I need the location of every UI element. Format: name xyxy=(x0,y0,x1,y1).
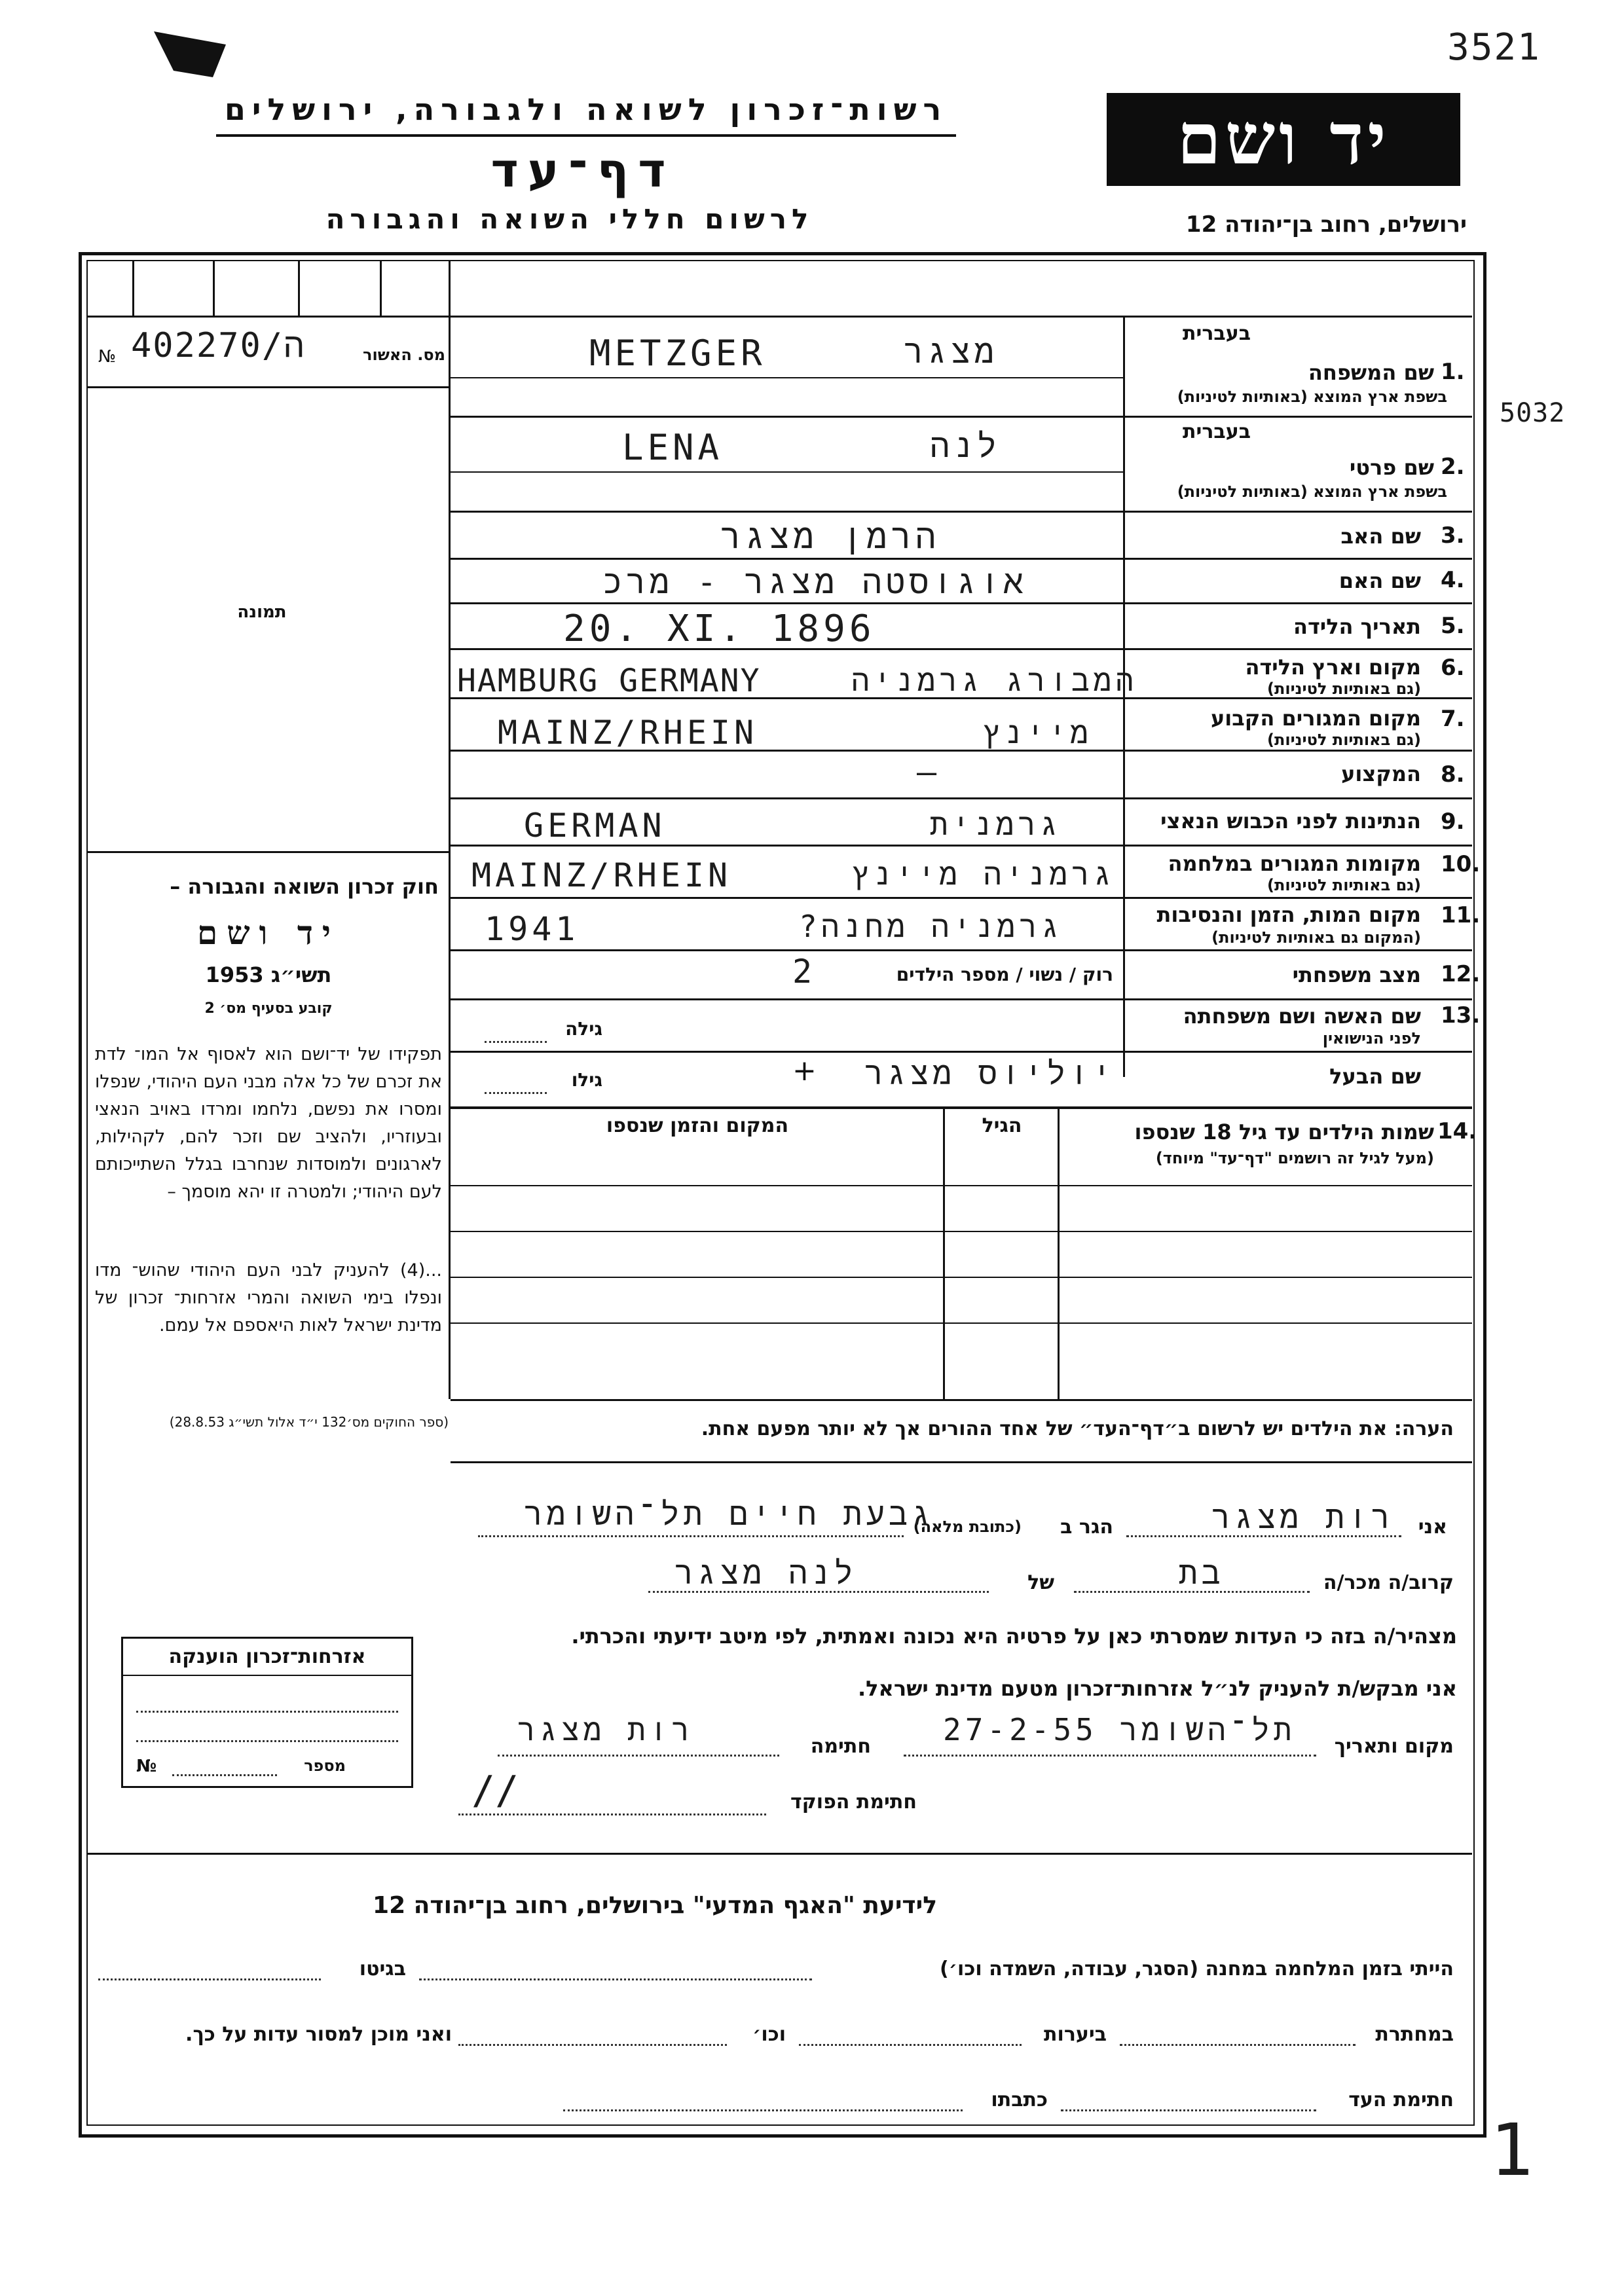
law-paragraph-2: ...(4) להעניק לבני העם היהודי שהוש־ מדו ונפלו בימי השואה והמרי אזרחות־ זכרון של מדינת ישראל לאות היאספם אל עמם. xyxy=(95,1260,442,1336)
field-12-label: מצב משפחתי xyxy=(1292,962,1421,987)
field-4-value: אוגוסטה מצגר - מרכ xyxy=(602,563,1027,601)
footer-witness-sig: חתימת העד xyxy=(1348,2088,1454,2111)
photo-label: תמונה xyxy=(237,602,287,622)
law-name: יד ושם xyxy=(197,913,340,952)
field-1-value-heb: מצגר xyxy=(904,333,999,371)
law-title: חוק זכרון השואה והגבורה – xyxy=(170,874,439,899)
field-1-number: 1. xyxy=(1441,359,1465,385)
field-2-value-latin: LENA xyxy=(622,427,724,468)
decl-of-value: לנה מצגר xyxy=(674,1555,857,1592)
footer-address: כתבתו xyxy=(991,2088,1048,2111)
field-11-number: 11. xyxy=(1441,902,1481,928)
form-subtitle: לרשום חללי השואה והגבורה xyxy=(325,203,814,235)
field-9-number: 9. xyxy=(1441,809,1465,835)
note-text: הערה: את הילדים יש לרשום ב״דף־העד״ של אחד ההורים אך לא יותר מפעם אחת. xyxy=(701,1417,1454,1440)
decl-relation-value: בת xyxy=(1179,1555,1225,1592)
field-5-label: תאריך הלידה xyxy=(1293,614,1421,639)
decl-lives-label: הגר ב xyxy=(1060,1516,1113,1539)
form-title: דף־עד xyxy=(490,143,675,198)
authority-title: רשות־זכרון לשואה ולגבורה, ירושלים xyxy=(224,92,948,127)
field-3-number: 3. xyxy=(1441,522,1465,549)
field-8-value: — xyxy=(917,753,941,791)
field-9-value-heb: גרמנית xyxy=(930,807,1062,842)
field-6-value-heb: המבורג גרמניה xyxy=(851,663,1137,698)
field-7-label: מקום המגורים הקבוע xyxy=(1210,706,1421,731)
field-8-label: המקצוע xyxy=(1341,761,1421,786)
field-1-sub: בשפת ארץ המוצא (באותיות לטיניות) xyxy=(1177,388,1447,406)
field-11-label: מקום המות, הזמן והנסיבות xyxy=(1156,902,1421,927)
field-10-sub: (גם באותיות לטיניות) xyxy=(1267,876,1421,894)
field-7-value-heb: מיינץ xyxy=(982,715,1093,750)
children-label: שמות הילדים עד גיל 18 שנספו xyxy=(1134,1120,1434,1144)
husband-label: שם הבעל xyxy=(1329,1064,1421,1089)
field-9-value-latin: GERMAN xyxy=(524,807,666,845)
footer-forests: ביערות xyxy=(1044,2023,1107,2046)
husband-value: יוליוס מצגר xyxy=(864,1055,1115,1092)
page-number: 3521 xyxy=(1447,26,1541,69)
field-1-label: שם המשפחה xyxy=(1308,360,1434,385)
children-col-age: הגיל xyxy=(982,1114,1022,1137)
field-6-sub: (גם באותיות לטיניות) xyxy=(1267,680,1421,698)
law-paragraph-1: תפקידו של יד־ושם הוא לאסוף אל המו־ לדת את זכרם של כל אלה מבני העם היהודי, שנפלו ומסרו את נפשם, נלחמו ומרדו באויב הנאצי ובעוזריו, ולהציב שם וזכר להם, לקהילות, לארגונים ולמוסדות שנחרבו בגלל השתייכותם לעם היהודי; ולמטרה זו יהא מוסמך – xyxy=(95,1044,442,1202)
field-7-sub: (גם באותיות לטיניות) xyxy=(1267,731,1421,749)
footer-camp-line: הייתי בזמן המלחמה במחנה (הסגר, עבודה, השמדה וכו׳) xyxy=(940,1958,1454,1980)
law-clause: קובע בסעיף מס׳ 2 xyxy=(204,1000,333,1017)
field-5-value: 20. XI. 1896 xyxy=(563,608,876,650)
field-2-lang: בעברית xyxy=(1183,420,1251,443)
approval-number: 402270/ה xyxy=(131,326,306,365)
decl-address-hint: (כתובת מלאה) xyxy=(913,1518,1022,1536)
decl-signature-value: רות מצגר xyxy=(517,1712,693,1747)
field-2-sub: בשפת ארץ המוצא (באותיות לטיניות) xyxy=(1177,483,1447,501)
law-year: תשי״ג 1953 xyxy=(205,962,332,987)
footer-heading: לידיעת "האגף המדעי" בירושלים, רחוב בן־יהודה 12 xyxy=(373,1892,937,1919)
children-col-place: המקום והזמן שנספו xyxy=(606,1114,789,1137)
approval-no-sign: № xyxy=(98,347,117,367)
field-12-value-text: רוק / נשוי / מספר הילדים xyxy=(896,964,1113,985)
field-10-label: מקומות המגורים במלחמה xyxy=(1168,851,1421,876)
citizenship-no-sign: № xyxy=(136,1757,157,1776)
approval-label: מס. האשור xyxy=(363,346,445,364)
field-12-number: 12. xyxy=(1441,961,1481,987)
field-11-sub: (המקום גם באותיות לטיניות) xyxy=(1211,928,1421,947)
citizenship-title: אזרחות־זכרון הוענקה xyxy=(168,1645,366,1668)
field-1-value-latin: METZGER xyxy=(589,333,766,374)
field-10-value-heb: גרמניה מיינץ xyxy=(851,856,1116,892)
field-7-number: 7. xyxy=(1441,706,1465,732)
husband-age-label: גילו xyxy=(571,1069,602,1091)
yad-vashem-logo xyxy=(1107,93,1460,186)
field-4-label: שם האם xyxy=(1338,568,1421,593)
decl-officer-label: חתימת הפוקד xyxy=(790,1791,917,1813)
field-12-value: 2 xyxy=(792,953,817,991)
decl-place-date-value: תל־השומר 27-2-55 xyxy=(943,1712,1296,1747)
children-number: 14. xyxy=(1437,1118,1477,1144)
citizenship-number-label: מספר xyxy=(304,1757,346,1775)
field-10-value-latin: MAINZ/RHEIN xyxy=(471,856,732,894)
field-13-sub: לפני הנישואין xyxy=(1322,1029,1421,1048)
field-5-number: 5. xyxy=(1441,613,1465,639)
field-1-lang: בעברית xyxy=(1183,322,1251,345)
field-11-value-heb: גרמניה מחנה? xyxy=(799,909,1063,944)
logo-text: יד ושם xyxy=(1177,98,1390,181)
decl-i-label: אני xyxy=(1418,1516,1447,1539)
field-13-label: שם האשה ושם משפחתה xyxy=(1183,1004,1421,1029)
husband-mark: + xyxy=(792,1054,817,1087)
footer-hiding: במחתרת xyxy=(1375,2023,1454,2046)
corner-tab-shape xyxy=(147,25,232,84)
decl-signature-label: חתימה xyxy=(810,1735,871,1758)
decl-statement: מצהיר/ה בזה כי העדות שמסרתי כאן על פרטיה היא נכונה ואמתית, לפי מיטב ידיעתי והכרתי. xyxy=(571,1624,1457,1649)
field-13-number: 13. xyxy=(1441,1002,1481,1029)
footer-ready: ואני מוכן למסור עדות על כך. xyxy=(185,2023,452,2046)
field-3-value: הרמן מצגר xyxy=(720,517,940,556)
header-address: ירושלים, רחוב בן־יהודה 12 xyxy=(1185,211,1467,238)
decl-request: אני מבקש/ת להעניק לנ״ל אזרחות־זכרון מטעם מדינת ישראל. xyxy=(858,1676,1457,1701)
field-11-value-latin: 1941 xyxy=(485,910,580,948)
decl-address-value: גבעת חיים תל־השומר xyxy=(524,1496,934,1533)
decl-i-value: רות מצגר xyxy=(1211,1499,1394,1536)
field-3-label: שם האב xyxy=(1340,524,1421,549)
field-9-label: הנתינות לפני הכבוש הנאצי xyxy=(1160,809,1421,833)
field-13-age-label: גילה xyxy=(565,1018,602,1040)
field-6-number: 6. xyxy=(1441,655,1465,681)
field-6-value-latin: HAMBURG GERMANY xyxy=(457,663,761,699)
field-2-number: 2. xyxy=(1441,454,1465,480)
field-10-number: 10. xyxy=(1441,851,1481,877)
decl-relation-label: קרוב/ה מכר/ה xyxy=(1323,1571,1454,1594)
citizenship-box xyxy=(121,1637,413,1788)
field-2-value-heb: לנה xyxy=(930,427,1001,465)
children-sub: (מעל לגיל זה רושמים "דף־עד" מיוחד) xyxy=(1155,1149,1434,1167)
field-4-number: 4. xyxy=(1441,567,1465,593)
law-source: (ספר החוקים מס׳132 י״ד אלול תשי״ג 28.8.53) xyxy=(169,1414,449,1430)
decl-officer-value: // xyxy=(471,1768,519,1813)
side-number: 5032 xyxy=(1500,398,1566,428)
field-2-label: שם פרטי xyxy=(1349,455,1434,480)
decl-place-date-label: מקום ותאריך xyxy=(1334,1735,1454,1758)
field-7-value-latin: MAINZ/RHEIN xyxy=(498,714,758,752)
field-6-label: מקום וארץ הלידה xyxy=(1245,655,1421,680)
footer-ghetto: בגיטו xyxy=(359,1958,406,1980)
decl-of-label: של xyxy=(1027,1571,1054,1594)
field-8-number: 8. xyxy=(1441,761,1465,788)
page-mark: 1 xyxy=(1490,2108,1534,2192)
footer-etc: וכו׳ xyxy=(752,2023,786,2046)
